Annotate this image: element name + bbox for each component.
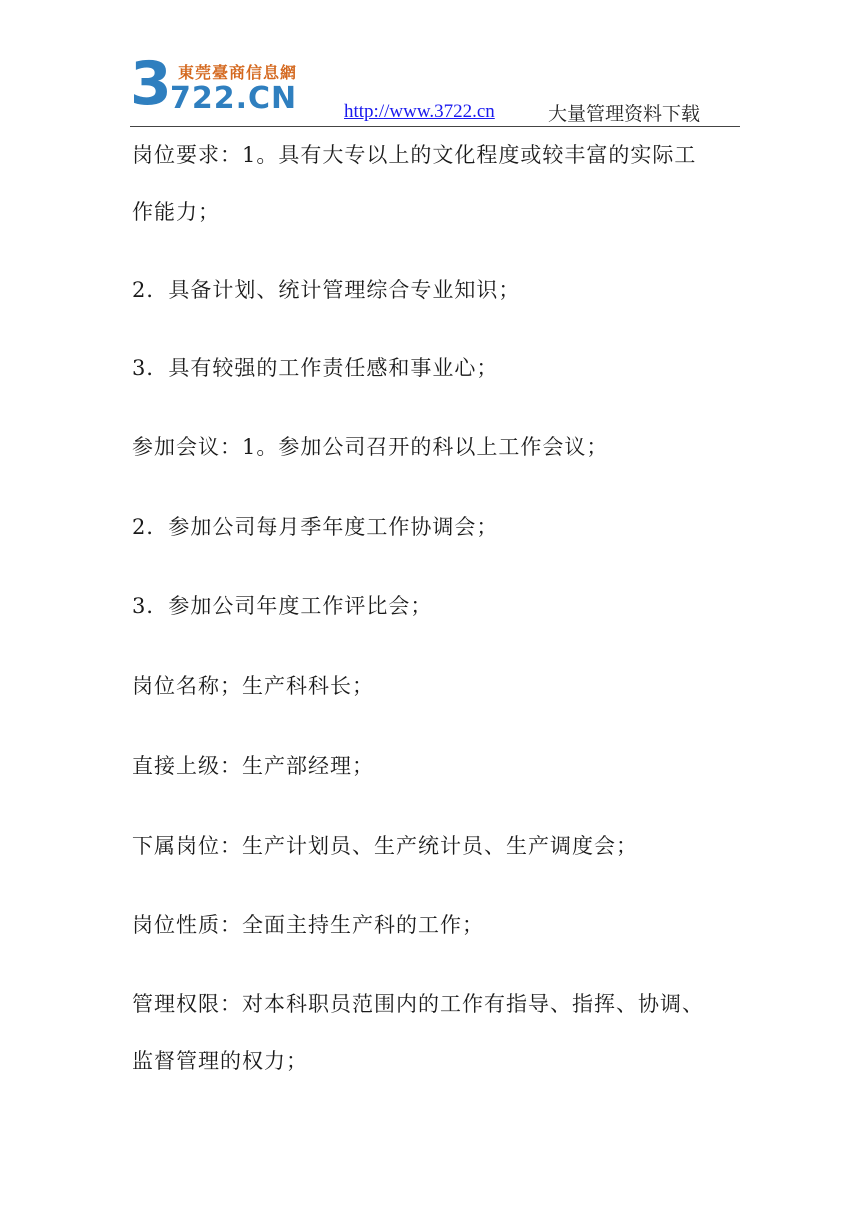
- header-divider: [130, 126, 740, 127]
- header-title: 大量管理资料下载: [548, 103, 701, 125]
- text-line-11: 岗位性质：全面主持生产科的工作；: [132, 913, 484, 937]
- text-line-9: 直接上级：生产部经理；: [132, 754, 374, 778]
- text-line-6: 2．参加公司每月季年度工作协调会；: [132, 515, 499, 539]
- text-line-7: 3．参加公司年度工作评比会；: [132, 594, 433, 618]
- text-line-4: 3．具有较强的工作责任感和事业心；: [132, 356, 499, 380]
- text-line-5: 参加会议：1。参加公司召开的科以上工作会议；: [132, 435, 609, 459]
- site-logo[interactable]: [130, 49, 310, 124]
- text-line-1: 岗位要求：1。具有大专以上的文化程度或较丰富的实际工: [132, 143, 697, 167]
- text-line-13: 监督管理的权力；: [132, 1049, 308, 1073]
- text-line-8: 岗位名称；生产科科长；: [132, 674, 374, 698]
- site-url-link[interactable]: http://www.3722.cn: [344, 101, 495, 122]
- text-line-10: 下属岗位：生产计划员、生产统计员、生产调度会；: [132, 834, 638, 858]
- text-line-2: 作能力；: [132, 200, 220, 224]
- logo-chinese-name: 東莞臺商信息網: [178, 63, 298, 82]
- text-line-3: 2．具备计划、统计管理综合专业知识；: [132, 278, 521, 302]
- logo-domain: 722.CN: [170, 81, 298, 116]
- text-line-12: 管理权限：对本科职员范围内的工作有指导、指挥、协调、: [132, 992, 704, 1016]
- logo-digit: 3: [130, 49, 172, 119]
